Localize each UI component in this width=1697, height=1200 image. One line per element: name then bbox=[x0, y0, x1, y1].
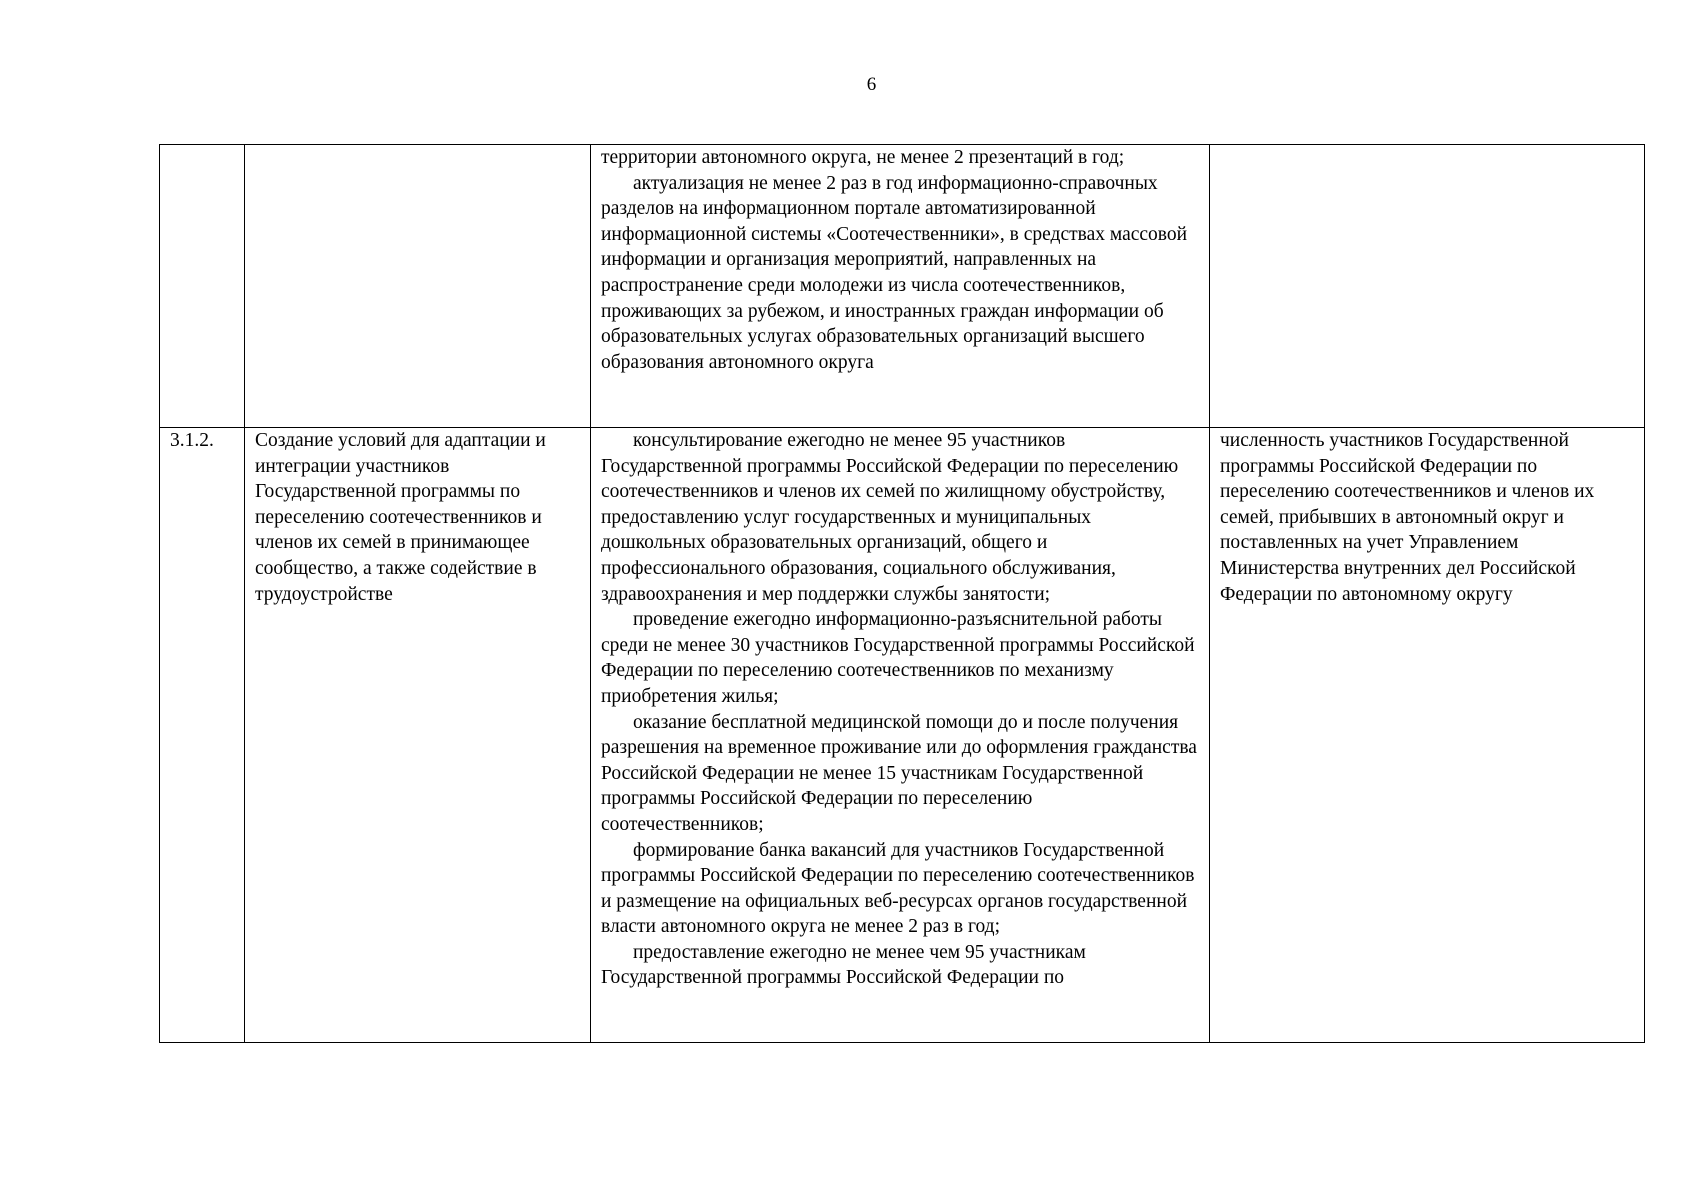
action-paragraph: консультирование ежегодно не менее 95 участников Государственной программы Российской Федерации по переселению соотечественников и членов их семей по жилищному обустройству, предоставлению услуг государственных и муниципальных дошкольных образовательных организаций, общего и профессионального образования, социального обслуживания, здравоохранения и мер поддержки службы занятости; bbox=[601, 430, 1179, 605]
page-number: 6 bbox=[866, 74, 877, 95]
cell-indicator bbox=[1210, 145, 1645, 428]
table-row bbox=[160, 428, 1645, 1043]
cell-indicator: численность участников Государственной программы Российской Федерации по переселению соотечественников и членов их семей, прибывших в автономный округ и поставленных на учет Управлением Министерства внутренних дел Российской Федерации по автономному округу bbox=[1210, 428, 1645, 1043]
cell-actions bbox=[591, 145, 1210, 428]
cell-actions bbox=[591, 428, 1210, 1043]
cell-name: Создание условий для адаптации и интеграции участников Государственной программы по переселению соотечественников и членов их семей в принимающее сообщество, а также содействие в трудоустройстве bbox=[245, 428, 591, 1043]
action-paragraph: территории автономного округа, не менее 2 презентаций в год; bbox=[601, 147, 1125, 168]
action-paragraph: формирование банка вакансий для участников Государственной программы Российской Федерации по переселению соотечественников и размещение на официальных веб-ресурсах органов государственной власти автономного округа не менее 2 раз в год; bbox=[601, 839, 1195, 938]
action-paragraph: актуализация не менее 2 раз в год информационно-справочных разделов на информационном портале автоматизированной информационной системы «Соотечественники», в средствах массовой информации и организация мероприятий, направленных на распространение среди молодежи из числа соотечественников, проживающих за рубежом, и иностранных граждан информации об образовательных услугах образовательных организаций высшего образования автономного округа bbox=[601, 172, 1188, 373]
cell-number bbox=[160, 145, 245, 428]
cell-number: 3.1.2. bbox=[160, 428, 245, 1043]
program-table bbox=[159, 144, 1645, 1043]
action-paragraph: предоставление ежегодно не менее чем 95 участникам Государственной программы Российской Федерации по bbox=[601, 941, 1086, 989]
cell-name bbox=[245, 145, 591, 428]
table-row bbox=[160, 145, 1645, 428]
action-paragraph: проведение ежегодно информационно-разъяснительной работы среди не менее 30 участников Государственной программы Российской Федерации по переселению соотечественников по механизму приобретения жилья; bbox=[601, 609, 1195, 707]
action-paragraph: оказание бесплатной медицинской помощи до и после получения разрешения на временное проживание или до оформления гражданства Российской Федерации не менее 15 участникам Государственной программы Российской Федерации по переселению соотечественников; bbox=[601, 711, 1197, 835]
